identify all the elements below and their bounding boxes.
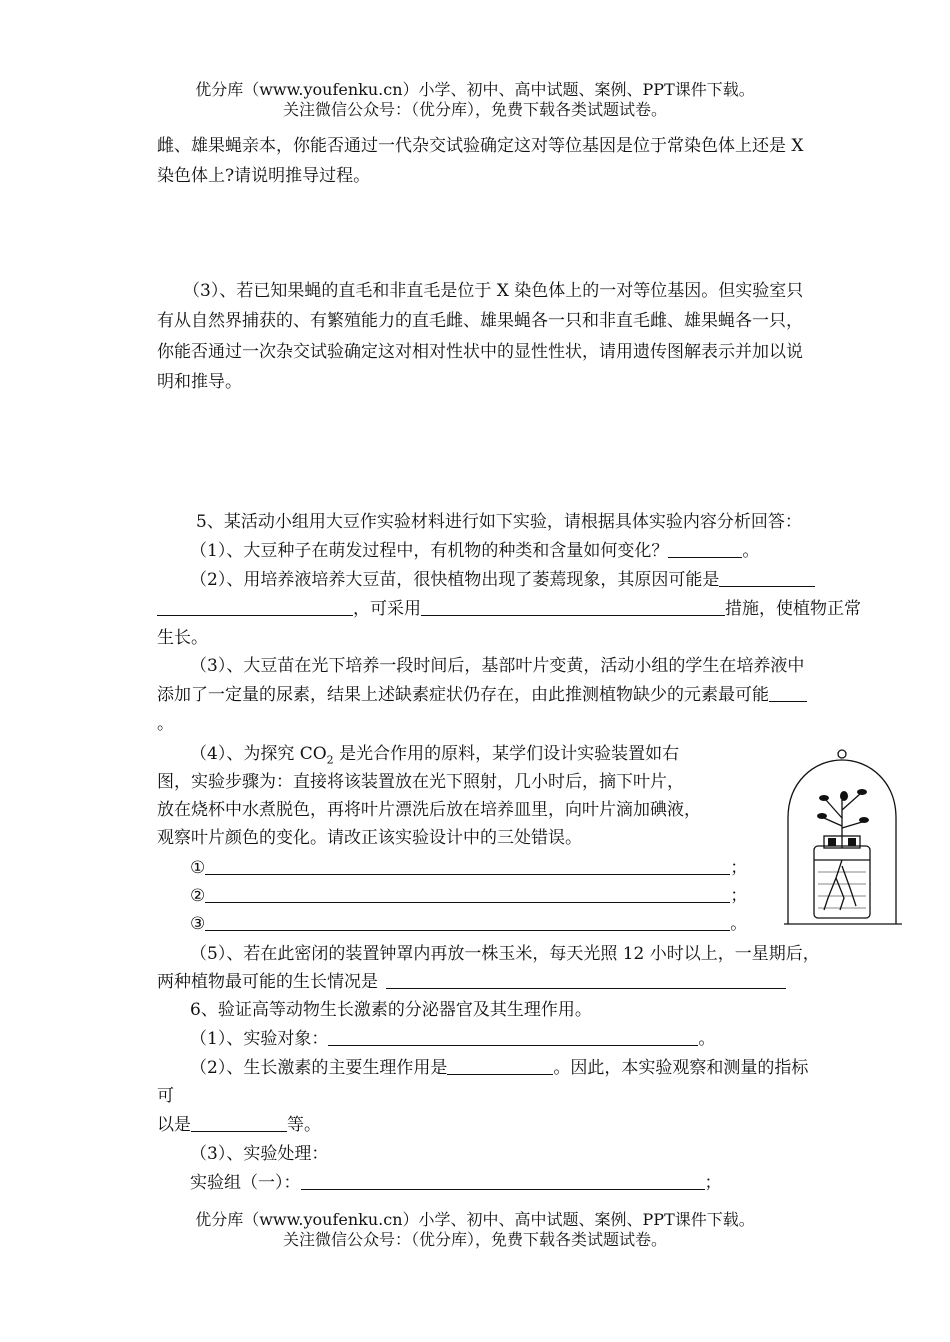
q5-s4-line-3: 放在烧杯中水煮脱色，再将叶片漂洗后放在培养皿里，向叶片滴加碘液， (157, 800, 701, 820)
q6-s2-text-d: 以是 (157, 1115, 191, 1135)
q4-p3-line-2: 有从自然界捕获的、有繁殖能力的直毛雌、雄果蝇各一只和非直毛雌、雄果蝇各一只， (157, 311, 803, 331)
plant-roots (824, 860, 856, 910)
bell-jar-knob (838, 750, 846, 758)
q5-s2-blank-2[interactable] (157, 597, 353, 616)
q5-s3-line-1: （3）、大豆苗在光下培养一段时间后，基部叶片变黄，活动小组的学生在培养液中 (190, 656, 805, 676)
q6-s2-blank-2[interactable] (191, 1113, 287, 1132)
q5-s3-line-2 (157, 681, 807, 709)
q6-group-1-end: ； (704, 1173, 722, 1193)
q5-s4-sub: 2 (326, 753, 334, 767)
leaf (817, 813, 827, 819)
q4-p2-line-1: 雌、雄果蝇亲本，你能否通过一代杂交试验确定这对等位基因是位于常染色体上还是 X (157, 136, 804, 156)
q6-s1-blank[interactable] (328, 1027, 698, 1046)
q5-s2-blank-1[interactable] (719, 568, 815, 587)
q5-error-2-marker: ② (190, 886, 206, 906)
q5-error-3 (190, 910, 747, 938)
q5-s2-line-1 (190, 566, 815, 594)
q5-s4-text-pre: （4）、为探究 CO (190, 744, 327, 764)
q5-error-1 (190, 854, 747, 882)
q5-error-1-marker: ① (190, 858, 206, 878)
q5-error-3-marker: ③ (190, 914, 206, 934)
q5-error-2 (190, 882, 747, 910)
page-footer (0, 1210, 950, 1250)
q5-s5-line-2 (157, 968, 786, 996)
q6-group-1-label: 实验组（一）： (190, 1173, 301, 1193)
q5-s4-line-4: 观察叶片颜色的变化。请改正该实验设计中的三处错误。 (157, 828, 582, 848)
q4-p3-line-3: 你能否通过一次杂交试验确定这对相对性状中的显性性状，请用遗传图解表示并加以说 (157, 342, 803, 362)
q6-s2-line-3 (157, 1111, 321, 1139)
q5-s1 (190, 537, 759, 565)
q5-s3-line-3: 。 (157, 714, 174, 734)
q5-s2-text-c: 措施，使植物正常 (725, 599, 861, 619)
q4-p3-line-1: （3）、若已知果蝇的直毛和非直毛是位于 X 染色体上的一对等位基因。但实验室只 (183, 281, 804, 301)
leaf (857, 789, 867, 795)
q6-s1-text: （1）、实验对象： (190, 1029, 329, 1049)
q5-error-3-end: 。 (730, 914, 748, 934)
q5-s4-text-post: 是光合作用的原料，某学们设计实验装置如右 (333, 744, 680, 764)
q5-s3-text-b: 添加了一定量的尿素，结果上述缺素症状仍存在，由此推测植物缺少的元素最可能 (157, 685, 769, 705)
q5-s3-blank[interactable] (769, 683, 807, 702)
q6-s1-end: 。 (698, 1029, 716, 1049)
q6-s2-blank-1[interactable] (447, 1056, 553, 1075)
q5-intro: 5、某活动小组用大豆作实验材料进行如下实验，请根据具体实验内容分析回答： (196, 512, 802, 532)
q6-s2-text-e: 等。 (287, 1115, 321, 1135)
bell-jar-apparatus-figure (784, 748, 914, 928)
leaf (859, 817, 869, 823)
q4-p2-line-2: 染色体上?请说明推导过程。 (157, 166, 371, 186)
q5-s2-line-2 (157, 595, 861, 623)
q5-s1-end: 。 (742, 541, 760, 561)
q5-error-2-end: ； (730, 886, 748, 906)
leaf (819, 795, 829, 801)
q6-s3: （3）、实验处理： (190, 1144, 329, 1164)
footer-line-2: 关注微信公众号：（优分库），免费下载各类试题试卷。 (282, 1230, 667, 1249)
q5-s4-line-2: 图，实验步骤为：直接将该装置放在光下照射，几小时后，摘下叶片， (157, 772, 684, 792)
q6-s2-line-2: 可 (157, 1086, 174, 1106)
q6-s2-line-1 (190, 1054, 808, 1082)
q6-group-1 (190, 1169, 722, 1197)
q5-s5-text-b: 两种植物最可能的生长情况是 (157, 972, 378, 992)
q5-s1-text: （1）、大豆种子在萌发过程中，有机物的种类和含量如何变化？ (190, 541, 669, 561)
q5-s2-text-b: ，可采用 (353, 599, 421, 619)
q5-s5-blank[interactable] (386, 970, 786, 989)
q5-error-3-blank[interactable] (205, 912, 730, 931)
q5-error-1-end: ； (730, 858, 748, 878)
q5-error-1-blank[interactable] (205, 856, 730, 875)
header-line-1: 优分库（www.youfenku.cn）小学、初中、高中试题、案例、PPT课件下载。 (195, 80, 755, 99)
q5-s2-text-a: （2）、用培养液培养大豆苗，很快植物出现了萎蔫现象，其原因可能是 (190, 570, 720, 590)
q5-s2-blank-3[interactable] (421, 597, 725, 616)
leaf (840, 791, 848, 801)
q6-s1 (190, 1025, 715, 1053)
q5-s2-line-3: 生长。 (157, 628, 208, 648)
footer-line-1: 优分库（www.youfenku.cn）小学、初中、高中试题、案例、PPT课件下载。 (195, 1210, 755, 1229)
q6-s2-text-b: 。因此，本实验观察和测量的指标 (553, 1058, 809, 1078)
page-header (0, 80, 950, 120)
q5-s1-blank[interactable] (668, 539, 742, 558)
q4-p3-line-4: 明和推导。 (157, 372, 242, 392)
culture-bottle (814, 846, 870, 918)
q6-intro: 6、验证高等动物生长激素的分泌器官及其生理作用。 (190, 1000, 592, 1020)
header-line-2: 关注微信公众号：（优分库），免费下载各类试题试卷。 (282, 100, 667, 119)
q6-group-1-blank[interactable] (301, 1171, 705, 1190)
q6-s2-text-a: （2）、生长激素的主要生理作用是 (190, 1058, 448, 1078)
q5-error-2-blank[interactable] (205, 884, 730, 903)
q5-s5-line-1: （5）、若在此密闭的装置钟罩内再放一株玉米，每天光照 12 小时以上，一星期后， (190, 944, 820, 964)
